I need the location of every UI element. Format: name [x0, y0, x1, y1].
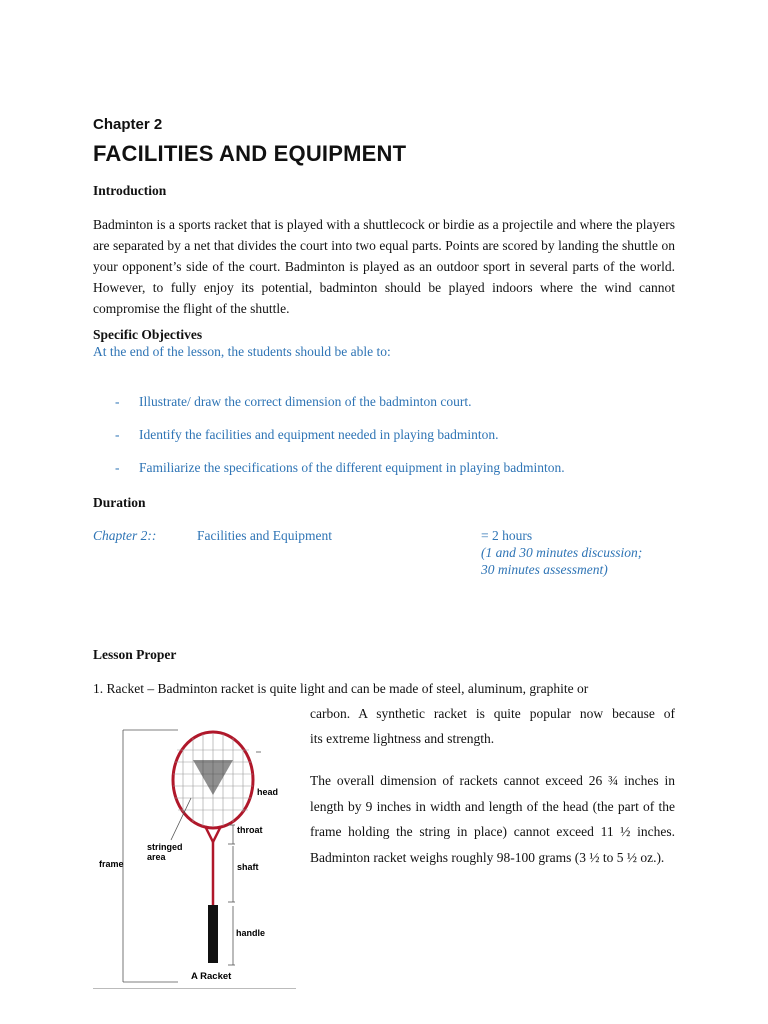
racket-illustration — [93, 720, 296, 988]
duration-topic: Facilities and Equipment — [197, 528, 332, 543]
label-shaft: shaft — [237, 862, 259, 872]
label-throat: throat — [237, 825, 263, 835]
label-head: head — [257, 787, 279, 797]
chapter-label: Chapter 2 — [93, 116, 163, 133]
list-item — [115, 427, 565, 460]
duration-time: = 2 hours — [481, 528, 533, 543]
figure-caption: A Racket — [191, 971, 232, 982]
objective-text: Identify the facilities and equipment needed in playing badminton. — [139, 427, 499, 442]
introduction-paragraph: Badminton is a sports racket that is played with a shuttlecock or birdie as a projectile and where the players are separated by a net that divides the court into two equal parts. Points are scored by landing the shuttle on your opponent’s side of the court. Badminton is played as an outdoor sport in several parts of the world. However, to fully enjoy its potential, badminton should be played indoors where the wind cannot compromise the flight of the shuttle. — [93, 217, 675, 316]
duration-breakdown-2: 30 minutes assessment) — [481, 562, 608, 577]
racket-figure — [93, 720, 296, 989]
duration-breakdown-1: (1 and 30 minutes discussion; — [481, 545, 643, 560]
duration-chapter: Chapter 2:: — [93, 528, 157, 543]
list-bullet: - — [115, 460, 120, 475]
racket-line-3: its extreme lightness and strength. — [310, 731, 495, 746]
list-item — [115, 394, 565, 427]
label-area: area — [147, 852, 166, 862]
chapter-title: FACILITIES AND EQUIPMENT — [93, 141, 407, 166]
list-bullet: - — [115, 394, 120, 409]
racket-logo-icon — [193, 760, 233, 795]
racket-handle-icon — [208, 905, 218, 963]
list-bullet: - — [115, 427, 120, 442]
duration-heading: Duration — [93, 495, 146, 510]
label-stringed: stringed — [147, 842, 183, 852]
lesson-heading: Lesson Proper — [93, 647, 177, 662]
label-frame: frame — [99, 859, 124, 869]
introduction-heading: Introduction — [93, 183, 167, 198]
list-item — [115, 460, 565, 493]
label-handle: handle — [236, 928, 266, 938]
racket-line-2: carbon. A synthetic racket is quite popular now because of — [310, 706, 675, 721]
objectives-intro: At the end of the lesson, the students should be able to: — [93, 344, 391, 359]
objective-text: Familiarize the specifications of the different equipment in playing badminton. — [139, 460, 565, 475]
objectives-list — [115, 394, 565, 493]
objectives-heading: Specific Objectives — [93, 327, 203, 342]
objective-text: Illustrate/ draw the correct dimension of the badminton court. — [139, 394, 472, 409]
racket-line-1: 1. Racket – Badminton racket is quite light and can be made of steel, aluminum, graphite or — [93, 681, 589, 696]
racket-dimension-paragraph: The overall dimension of rackets cannot exceed 26 ¾ inches in length by 9 inches in width and length of the head (the part of the frame holding the string in place) cannot exceed 11 ½ inches. Badminton racket weighs roughly 98-100 grams (3 ½ to 5 ½ oz.). — [310, 773, 675, 865]
